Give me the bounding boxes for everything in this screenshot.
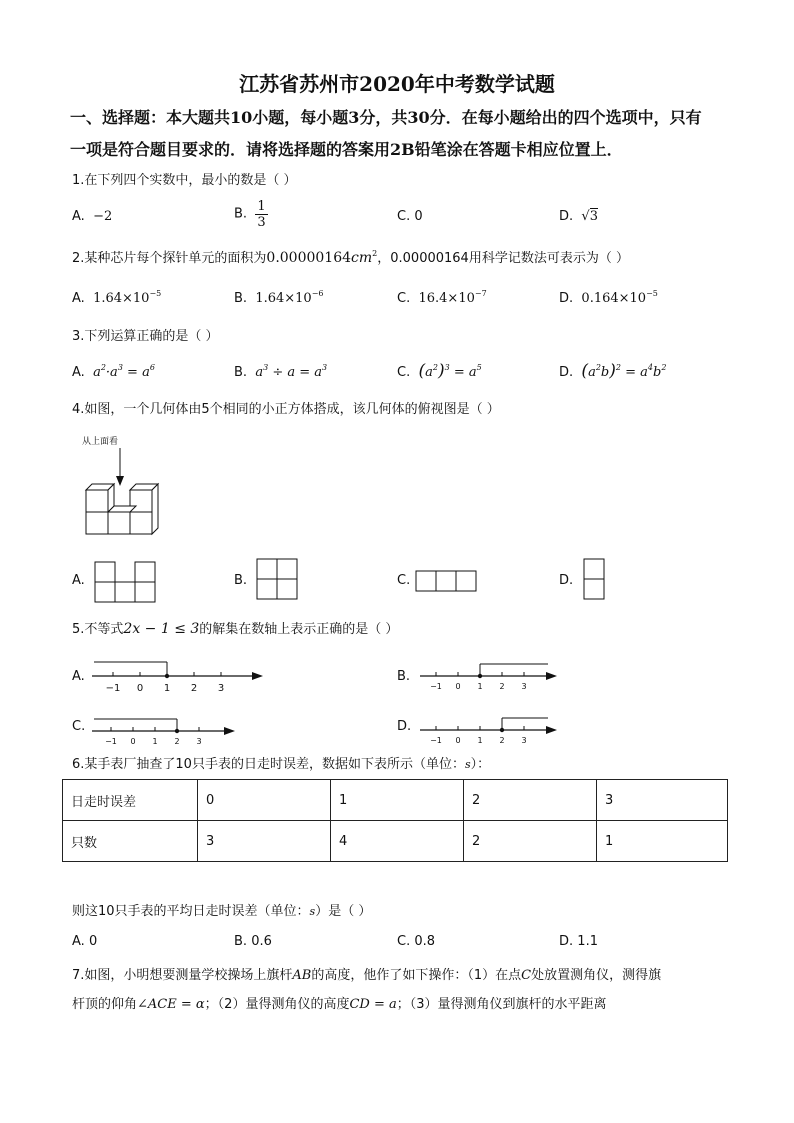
q5-option-b-numberline <box>416 655 558 689</box>
q2-b-letter: B. <box>234 291 248 306</box>
q6-option-b <box>234 933 272 951</box>
q1-b-denominator: 3 <box>257 215 266 230</box>
table-cell: 只数 <box>63 821 198 862</box>
q2-stem <box>72 249 629 268</box>
q4-b-letter: B. <box>234 573 248 588</box>
q2-option-d <box>559 290 658 308</box>
q4-solid-svg <box>80 432 170 542</box>
numberline-tick-label: 3 <box>217 683 225 692</box>
q2-stem-unit: cm <box>351 250 373 266</box>
numberline-arrow-head <box>546 672 557 680</box>
q5-option-c-numberline <box>88 710 236 744</box>
q2-stem-math: 0.00000164 <box>266 250 352 266</box>
q4-stem: 4.如图，一个几何体由5个相同的小正方体搭成，该几何体的俯视图是（ ） <box>72 402 500 417</box>
q5-a-letter: A. <box>72 669 85 684</box>
q3-d-expression: $(a^2b)^2 = a^4b^2$ <box>581 361 667 381</box>
q6-b-letter: B. <box>234 934 248 949</box>
q2-c-exp: −7 <box>474 289 487 298</box>
q3-a-letter: A. <box>72 365 85 380</box>
q3-option-a <box>72 364 155 382</box>
q2-a-base: 1.64×10 <box>93 291 150 306</box>
q1-option-a <box>72 208 112 226</box>
table-cell: 4 <box>331 821 464 862</box>
numberline-tick-label: −1 <box>430 682 442 689</box>
q3-option-c <box>397 362 482 382</box>
table-cell: 1 <box>597 821 728 862</box>
section-line-1: 一、选择题：本大题共10小题，每小题3分，共30分．在每小题给出的四个选项中，只有 <box>70 108 702 127</box>
q6-option-d <box>559 933 598 951</box>
numberline-arrow-head <box>546 726 557 734</box>
q1-a-letter: A. <box>72 209 85 224</box>
numberline-tick-label: 0 <box>136 683 144 692</box>
q3-d-letter: D. <box>559 365 574 380</box>
q5-stem-post: 的解集在数轴上表示正确的是（ ） <box>199 622 399 637</box>
q7-l2-cd: CD = a <box>349 997 397 1012</box>
q2-b-exp: −6 <box>311 289 324 298</box>
numberline-tick-label: −1 <box>105 683 121 692</box>
q4-a-letter: A. <box>72 573 85 588</box>
numberline-tick-label: 0 <box>455 682 461 689</box>
q6-follow-post: ）是（ ） <box>315 904 372 919</box>
q1-d-letter: D. <box>559 209 574 224</box>
numberline-tick-label: 2 <box>499 736 505 743</box>
numberline-arrow-head <box>224 727 235 735</box>
q5-c-letter: C. <box>72 719 86 734</box>
numberline-tick-label: 1 <box>163 683 171 692</box>
q4-view-label: 从上面看 <box>82 437 119 447</box>
q3-option-d <box>559 362 666 382</box>
table-cell: 3 <box>198 821 331 862</box>
q6-d-letter: D. <box>559 934 574 949</box>
q4-d-letter: D. <box>559 573 574 588</box>
q6-stem <box>72 756 490 774</box>
numberline-tick-label: 3 <box>521 736 527 743</box>
q7-l1-a: 7.如图，小明想要测量学校操场上旗杆 <box>72 968 293 983</box>
numberline-tick-label: 2 <box>190 683 198 692</box>
q5-option-d-numberline <box>416 709 558 743</box>
numberline-tick-label: 3 <box>521 682 527 689</box>
q6-stem-pre: 6.某手表厂抽查了10只手表的日走时误差，数据如下表所示（单位： <box>72 757 465 772</box>
q6-option-a <box>72 933 97 951</box>
q5-option-a-numberline <box>88 652 264 692</box>
q4-option-d-grid <box>583 558 607 602</box>
q2-option-b <box>234 290 324 308</box>
q6-c-value: 0.8 <box>414 934 436 949</box>
q4-view-arrow-head <box>116 476 124 486</box>
table-row <box>63 780 728 821</box>
q1-option-b <box>234 199 268 230</box>
q5-d-letter: D. <box>397 719 412 734</box>
q4-option-a-grid <box>94 561 158 603</box>
table-cell: 2 <box>464 780 597 821</box>
table-cell: 1 <box>331 780 464 821</box>
q1-b-numerator: 1 <box>257 199 266 214</box>
q4-c-letter: C. <box>397 573 411 588</box>
q1-option-d <box>559 208 598 226</box>
q7-l2-a: 杆顶的仰角 <box>72 997 138 1012</box>
q3-stem: 3.下列运算正确的是（ ） <box>72 329 219 344</box>
q1-b-letter: B. <box>234 206 248 222</box>
q1-stem: 1.在下列四个实数中，最小的数是（ ） <box>72 173 297 188</box>
q5-b-letter: B. <box>397 669 411 684</box>
q7-l2-b: ；（2）量得测角仪的高度 <box>204 997 350 1012</box>
q1-d-sqrt: √3 <box>581 209 598 224</box>
q7-l2-c: ；（3）量得测角仪到旗杆的水平距离 <box>396 997 607 1012</box>
q1-a-value: −2 <box>93 209 113 224</box>
q7-line-2 <box>72 996 607 1014</box>
q6-option-c <box>397 933 435 951</box>
q7-l2-ang: ∠ACE = α <box>137 997 205 1012</box>
numberline-tick-label: 2 <box>174 737 180 744</box>
q6-a-value: 0 <box>88 934 98 949</box>
q5-stem-pre: 5.不等式 <box>72 622 124 637</box>
page-title: 江苏省苏州市2020年中考数学试题 <box>239 72 555 96</box>
numberline-tick-label: −1 <box>105 737 117 744</box>
q3-b-letter: B. <box>234 365 248 380</box>
q3-b-expression: $a^3 \div a = a^3$ <box>255 363 328 380</box>
q2-stem-pre: 2.某种芯片每个探针单元的面积为 <box>72 251 267 266</box>
q4-option-c-grid <box>415 570 479 593</box>
numberline-tick-label: 1 <box>477 736 483 743</box>
q6-c-letter: C. <box>397 934 411 949</box>
q7-l1-d: 处放置测角仪，测得旗 <box>531 968 662 983</box>
q6-b-value: 0.6 <box>251 934 272 949</box>
q4-cubes <box>86 484 158 534</box>
numberline-tick-label: 2 <box>499 682 505 689</box>
numberline-tick-label: 0 <box>455 736 461 743</box>
table-row <box>63 821 728 862</box>
q3-c-letter: C. <box>397 365 411 380</box>
q6-stem-post: ）： <box>470 757 491 772</box>
q6-follow-unit: s <box>309 905 316 918</box>
q2-stem-post: ，0.00000164用科学记数法可表示为（ ） <box>377 251 629 266</box>
q3-a-expression: $a^2\cdot a^3 = a^6$ <box>93 363 155 380</box>
q7-l1-b: 的高度，他作了如下操作：（1）在点 <box>311 968 522 983</box>
table-cell: 0 <box>198 780 331 821</box>
q1-c-value: 0 <box>414 209 423 224</box>
q1-d-radicand: 3 <box>589 209 598 224</box>
numberline-arrow-head <box>252 672 263 680</box>
q1-b-fraction <box>255 199 267 230</box>
numberline-tick-label: 1 <box>477 682 483 689</box>
q6-a-letter: A. <box>72 934 85 949</box>
q2-option-a <box>72 290 161 308</box>
q2-option-c <box>397 290 487 308</box>
q2-a-letter: A. <box>72 291 85 306</box>
q5-stem-math: 2x − 1 ≤ 3 <box>123 621 200 637</box>
q6-follow-pre: 则这10只手表的平均日走时误差（单位： <box>72 904 310 919</box>
table-cell: 3 <box>597 780 728 821</box>
q2-b-base: 1.64×10 <box>255 291 312 306</box>
q6-follow <box>72 903 371 921</box>
q6-d-value: 1.1 <box>577 934 598 949</box>
q3-c-expression: $(a^2)^3 = a^5$ <box>418 361 482 381</box>
numberline-tick-label: 1 <box>152 737 158 744</box>
numberline-tick-label: 0 <box>130 737 136 744</box>
q2-c-base: 16.4×10 <box>418 291 475 306</box>
section-instructions <box>70 102 730 166</box>
q6-stem-unit: s <box>464 758 471 771</box>
q7-l1-ab: AB <box>292 968 312 983</box>
q1-option-c <box>397 208 423 226</box>
q2-stem-sup: 2 <box>372 249 378 258</box>
section-line-2: 一项是符合题目要求的．请将选择题的答案用2B铅笔涂在答题卡相应位置上． <box>70 140 623 159</box>
q2-d-letter: D. <box>559 291 574 306</box>
table-cell: 2 <box>464 821 597 862</box>
q4-option-b-grid <box>256 558 300 602</box>
q4-solid-figure <box>80 432 170 542</box>
q5-stem <box>72 620 398 639</box>
q2-a-exp: −5 <box>149 289 162 298</box>
q7-l1-c: C <box>521 968 532 983</box>
q2-d-base: 0.164×10 <box>581 291 647 306</box>
q7-line-1 <box>72 967 661 985</box>
numberline-tick-label: −1 <box>430 736 442 743</box>
numberline-tick-label: 3 <box>196 737 202 744</box>
q2-d-exp: −5 <box>646 289 658 298</box>
q2-c-letter: C. <box>397 291 411 306</box>
table-cell: 日走时误差 <box>63 780 198 821</box>
q1-c-letter: C. <box>397 209 411 224</box>
q3-option-b <box>234 364 327 382</box>
q6-data-table <box>62 779 728 862</box>
